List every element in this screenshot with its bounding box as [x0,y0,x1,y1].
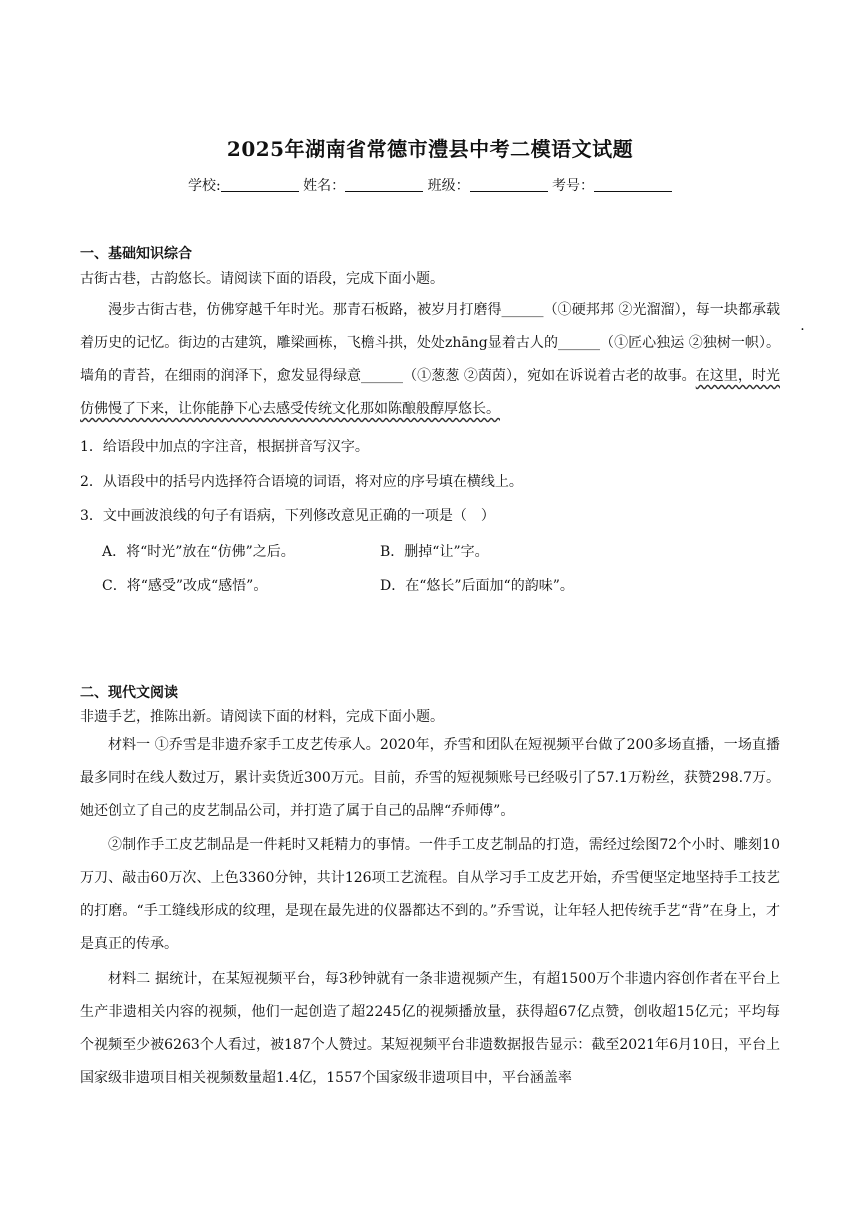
class-blank[interactable] [470,177,548,192]
wavy-underlined-sentence: 在这里，时光仿佛慢了下来，让你能静下心去感受传统文化那如陈酿般醇厚悠长。 [80,368,780,417]
dotted-character: 载 · [766,302,780,318]
name-label: 姓名： [303,178,346,194]
question-3: 3．文中画波浪线的句子有语病，下列修改意见正确的一项是（ ） [80,508,495,524]
material-2-paragraph: 材料二 据统计，在某短视频平台，每3秒钟就有一条非遗视频产生，有超1500万个非遗内容创作者在平台上生产非遗相关内容的视频，他们一起创造了超2245亿的视频播放量，获得超67亿点赞，创收超15亿元；平均每个视频至少被6263个人看过，被187个人赞过。某短视频平台非遗数据报告显示：截至2021年6月10日，平台上国家级非遗项目相关视频数量超1.4亿，1557个国家级非遗项目中，平台涵盖率 [80,971,780,1086]
number-blank[interactable] [594,177,672,192]
material-1-paragraph-1: 材料一 ①乔雪是非遗乔家手工皮艺传承人。2020年，乔雪和团队在短视频平台做了200多场直播，一场直播最多同时在线人数过万，累计卖货近300万元。目前，乔雪的短视频账号已经吸引了57.1万粉丝，获赞298.7万。她还创立了自己的皮艺制品公司，并打造了属于自己的品牌“乔师傅”。 [80,737,780,819]
passage-part-a: 漫步古街古巷，仿佛穿越千年时光。那青石板路，被岁月打磨得______（①硬邦邦 ②光溜溜），每一块都承 [108,302,766,318]
passage-part-b: 着历史的记忆。街边的古建筑，雕梁画栋，飞檐斗拱，处处zhāng显着古人的______（①匠心独运 ②独树一帜）。墙角的青苔，在细雨的润泽下，愈发显得绿意______（①葱葱 ②茵茵），宛如在诉说着古老的故事。 [80,335,780,384]
option-c[interactable]: C．将“感受”改成“感悟”。 [102,578,268,594]
school-blank[interactable] [221,177,299,192]
class-label: 班级： [427,178,470,194]
option-b[interactable]: B．删掉“让”字。 [380,544,489,560]
section-2-heading: 二、现代文阅读 [80,685,178,701]
option-d[interactable]: D．在“悠长”后面加“的韵味”。 [380,578,574,594]
name-blank[interactable] [345,177,423,192]
number-label: 考号： [552,178,595,194]
school-label: 学校: [187,178,221,194]
page-title: 2025年湖南省常德市澧县中考二模语文试题 [226,137,634,161]
section-1-heading: 一、基础知识综合 [80,246,192,262]
option-a[interactable]: A．将“时光”放在“仿佛”之后。 [102,544,295,560]
section-2-intro: 非遗手艺，推陈出新。请阅读下面的材料，完成下面小题。 [80,709,444,725]
section-1-passage [80,294,780,426]
section-1-intro: 古街古巷，古韵悠长。请阅读下面的语段，完成下面小题。 [80,271,444,287]
question-1: 1．给语段中加点的字注音，根据拼音写汉字。 [80,439,369,455]
material-1-paragraph-2: ②制作手工皮艺制品是一件耗时又耗精力的事情。一件手工皮艺制品的打造，需经过绘图72个小时、雕刻10万刀、敲击60万次、上色3360分钟，共计126项工艺流程。自从学习手工皮艺开始，乔雪便坚定地坚持手工技艺的打磨。“手工缝线形成的纹理，是现在最先进的仪器都达不到的。”乔雪说，让年轻人把传统手艺“背”在身上，才是真正的传承。 [80,837,780,952]
question-2: 2．从语段中的括号内选择符合语境的词语，将对应的序号填在横线上。 [80,474,523,490]
student-info-line [0,175,860,195]
